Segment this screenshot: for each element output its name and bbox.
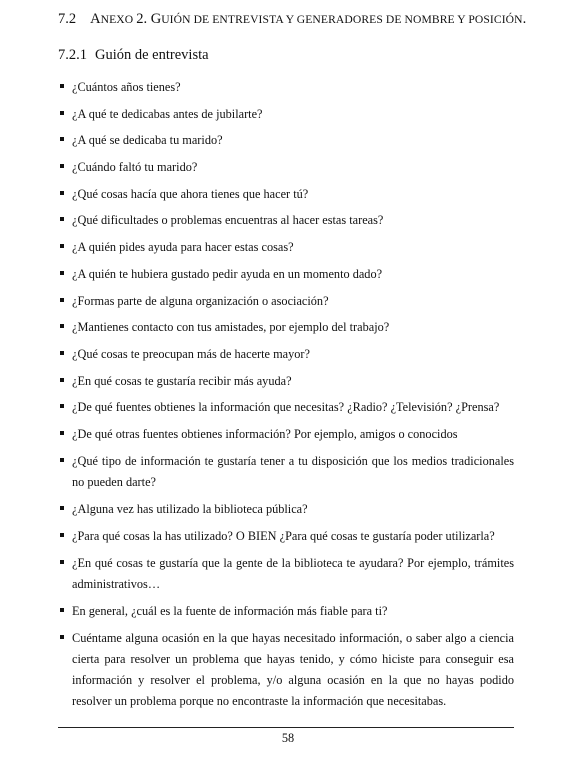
question-text: ¿Formas parte de alguna organización o asociación?	[72, 293, 329, 308]
question-text: ¿Para qué cosas la has utilizado? O BIEN ¿Para qué cosas te gustaría poder utilizarla?	[72, 529, 495, 543]
question-text: ¿A qué te dedicabas antes de jubilarte?	[72, 106, 263, 121]
section-title-part: A	[90, 11, 101, 27]
square-bullet-icon	[60, 137, 64, 141]
square-bullet-icon	[60, 533, 64, 537]
question-item	[60, 237, 514, 257]
question-text: Cuéntame alguna ocasión en la que hayas necesitado información, o saber algo a ciencia cierta para resolver un problema que hayas tenido, y cómo hiciste para conseguir esa información y resolver el problema, y/o alguna ocasión en la que no hayas podido resolver un problema porque no encontraste la información que necesitabas.	[72, 631, 514, 709]
section-title-part: NEXO	[100, 13, 137, 26]
square-bullet-icon	[60, 431, 64, 435]
square-bullet-icon	[60, 191, 64, 195]
square-bullet-icon	[60, 111, 64, 115]
question-item	[60, 553, 514, 595]
square-bullet-icon	[60, 608, 64, 612]
square-bullet-icon	[60, 164, 64, 168]
question-text: ¿Qué tipo de información te gustaría tener a tu disposición que los medios tradicionales no pueden darte?	[72, 453, 514, 489]
subsection-heading	[58, 47, 209, 64]
question-text: ¿Qué cosas te preocupan más de hacerte mayor?	[72, 346, 310, 361]
question-text: ¿A quién pides ayuda para hacer estas cosas?	[72, 240, 294, 255]
question-text: ¿En qué cosas te gustaría recibir más ayuda?	[72, 373, 292, 388]
question-item	[60, 371, 514, 391]
question-item	[60, 264, 514, 284]
square-bullet-icon	[60, 271, 64, 275]
question-text: ¿De qué fuentes obtienes la información que necesitas? ¿Radio? ¿Televisión? ¿Prensa?	[72, 400, 500, 415]
interview-question-list	[60, 77, 514, 719]
question-item	[60, 397, 514, 417]
question-item	[60, 601, 514, 621]
question-text: ¿De qué otras fuentes obtienes información? Por ejemplo, amigos o conocidos	[72, 426, 458, 441]
square-bullet-icon	[60, 635, 64, 639]
question-text: ¿Cuántos años tienes?	[72, 80, 181, 94]
question-item	[60, 344, 514, 364]
square-bullet-icon	[60, 560, 64, 564]
section-title-part: .	[522, 11, 527, 27]
square-bullet-icon	[60, 506, 64, 510]
square-bullet-icon	[60, 244, 64, 248]
question-item	[60, 628, 514, 712]
question-text: En general, ¿cuál es la fuente de información más fiable para ti?	[72, 604, 388, 619]
square-bullet-icon	[60, 404, 64, 408]
subsection-title: Guión de entrevista	[95, 47, 209, 63]
question-item	[60, 291, 514, 311]
page-number: 58	[281, 731, 295, 745]
question-item	[60, 104, 514, 124]
question-item	[60, 210, 514, 230]
question-text: ¿Cuándo faltó tu marido?	[72, 160, 198, 175]
question-item	[60, 499, 514, 519]
question-text: ¿Qué cosas hacía que ahora tienes que hacer tú?	[72, 186, 309, 201]
square-bullet-icon	[60, 84, 64, 88]
question-text: ¿A qué se dedicaba tu marido?	[72, 133, 223, 148]
question-item	[60, 451, 514, 493]
question-item	[60, 424, 514, 444]
question-text: ¿En qué cosas te gustaría que la gente de la biblioteca te ayudara? Por ejemplo, trámites administrativos…	[72, 555, 514, 591]
subsection-number: 7.2.1	[58, 47, 87, 63]
question-item	[60, 317, 514, 337]
square-bullet-icon	[60, 298, 64, 302]
question-item	[60, 157, 514, 177]
footer-divider	[58, 727, 514, 728]
square-bullet-icon	[60, 324, 64, 328]
question-item	[60, 130, 514, 150]
section-title-part: 2. G	[136, 11, 162, 27]
square-bullet-icon	[60, 458, 64, 462]
square-bullet-icon	[60, 351, 64, 355]
section-title	[90, 11, 526, 27]
question-text: ¿A quién te hubiera gustado pedir ayuda en un momento dado?	[72, 266, 383, 281]
section-heading	[58, 11, 526, 28]
question-item	[60, 77, 514, 97]
question-item	[60, 526, 514, 546]
section-title-part: UIÓN DE ENTREVISTA Y GENERADORES DE NOMBRE Y POSICIÓN	[161, 13, 523, 26]
square-bullet-icon	[60, 378, 64, 382]
question-text: ¿Mantienes contacto con tus amistades, por ejemplo del trabajo?	[72, 320, 390, 335]
question-text: ¿Alguna vez has utilizado la biblioteca pública?	[72, 502, 308, 517]
square-bullet-icon	[60, 217, 64, 221]
question-text: ¿Qué dificultades o problemas encuentras al hacer estas tareas?	[72, 213, 384, 228]
section-number: 7.2	[58, 11, 77, 27]
question-item	[60, 184, 514, 204]
